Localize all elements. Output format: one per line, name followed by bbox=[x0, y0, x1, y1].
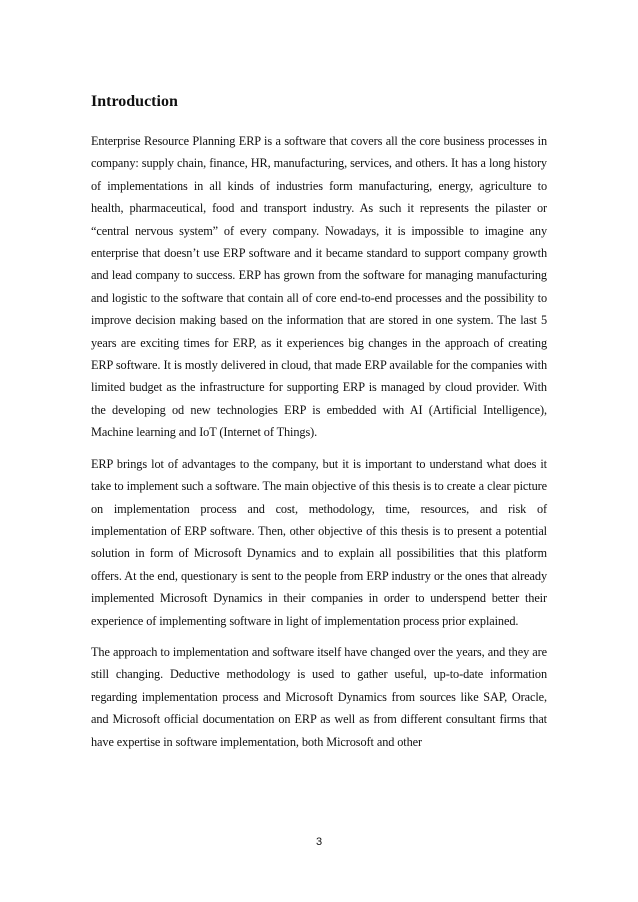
section-heading: Introduction bbox=[91, 93, 178, 110]
paragraph-2: ERP brings lot of advantages to the company, but it is important to understand what does it take to implement such a software. The main objective of this thesis is to create a clear picture on implementation process and cost, methodology, time, resources, and risk of implementation of ERP software. Then, other objective of this thesis is to present a potential solution in form of Microsoft Dynamics and to explain all possibilities that this platform offers. At the end, questionary is sent to the people from ERP industry or the ones that already implemented Microsoft Dynamics in their companies in order to underspend better their experience of implementing software in light of implementation process prior explained. bbox=[91, 456, 547, 628]
paragraph-3: The approach to implementation and software itself have changed over the years, and they are still changing. Deductive methodology is used to gather useful, up-to-date information regarding implementation process and Microsoft Dynamics from sources like SAP, Oracle, and Microsoft official documentation on ERP as well as from different consultant firms that have expertise in software implementation, both Microsoft and other bbox=[91, 644, 547, 749]
paragraph-1: Enterprise Resource Planning ERP is a software that covers all the core business processes in company: supply chain, finance, HR, manufacturing, services, and others. It has a long history of implementations in all kinds of industries form manufacturing, energy, agriculture to health, pharmaceutical, food and transport industry. As such it represents the pilaster or “central nervous system” of every company. Nowadays, it is impossible to imagine any enterprise that doesn’t use ERP software and it became standard to support company growth and lead company to success. ERP has grown from the software for managing manufacturing and logistic to the software that contain all of core end-to-end processes and the possibility to improve decision making based on the information that are stored in one system. The last 5 years are exciting times for ERP, as it experiences big changes in the approach of creating ERP software. It is mostly delivered in cloud, that made ERP available for the companies with limited budget as the infrastructure for supporting ERP is managed by cloud provider. With the developing od new technologies ERP is embedded with AI (Artificial Intelligence), Machine learning and IoT (Internet of Things). bbox=[91, 134, 547, 440]
page-number: 3 bbox=[315, 836, 323, 848]
page-content bbox=[91, 92, 547, 762]
